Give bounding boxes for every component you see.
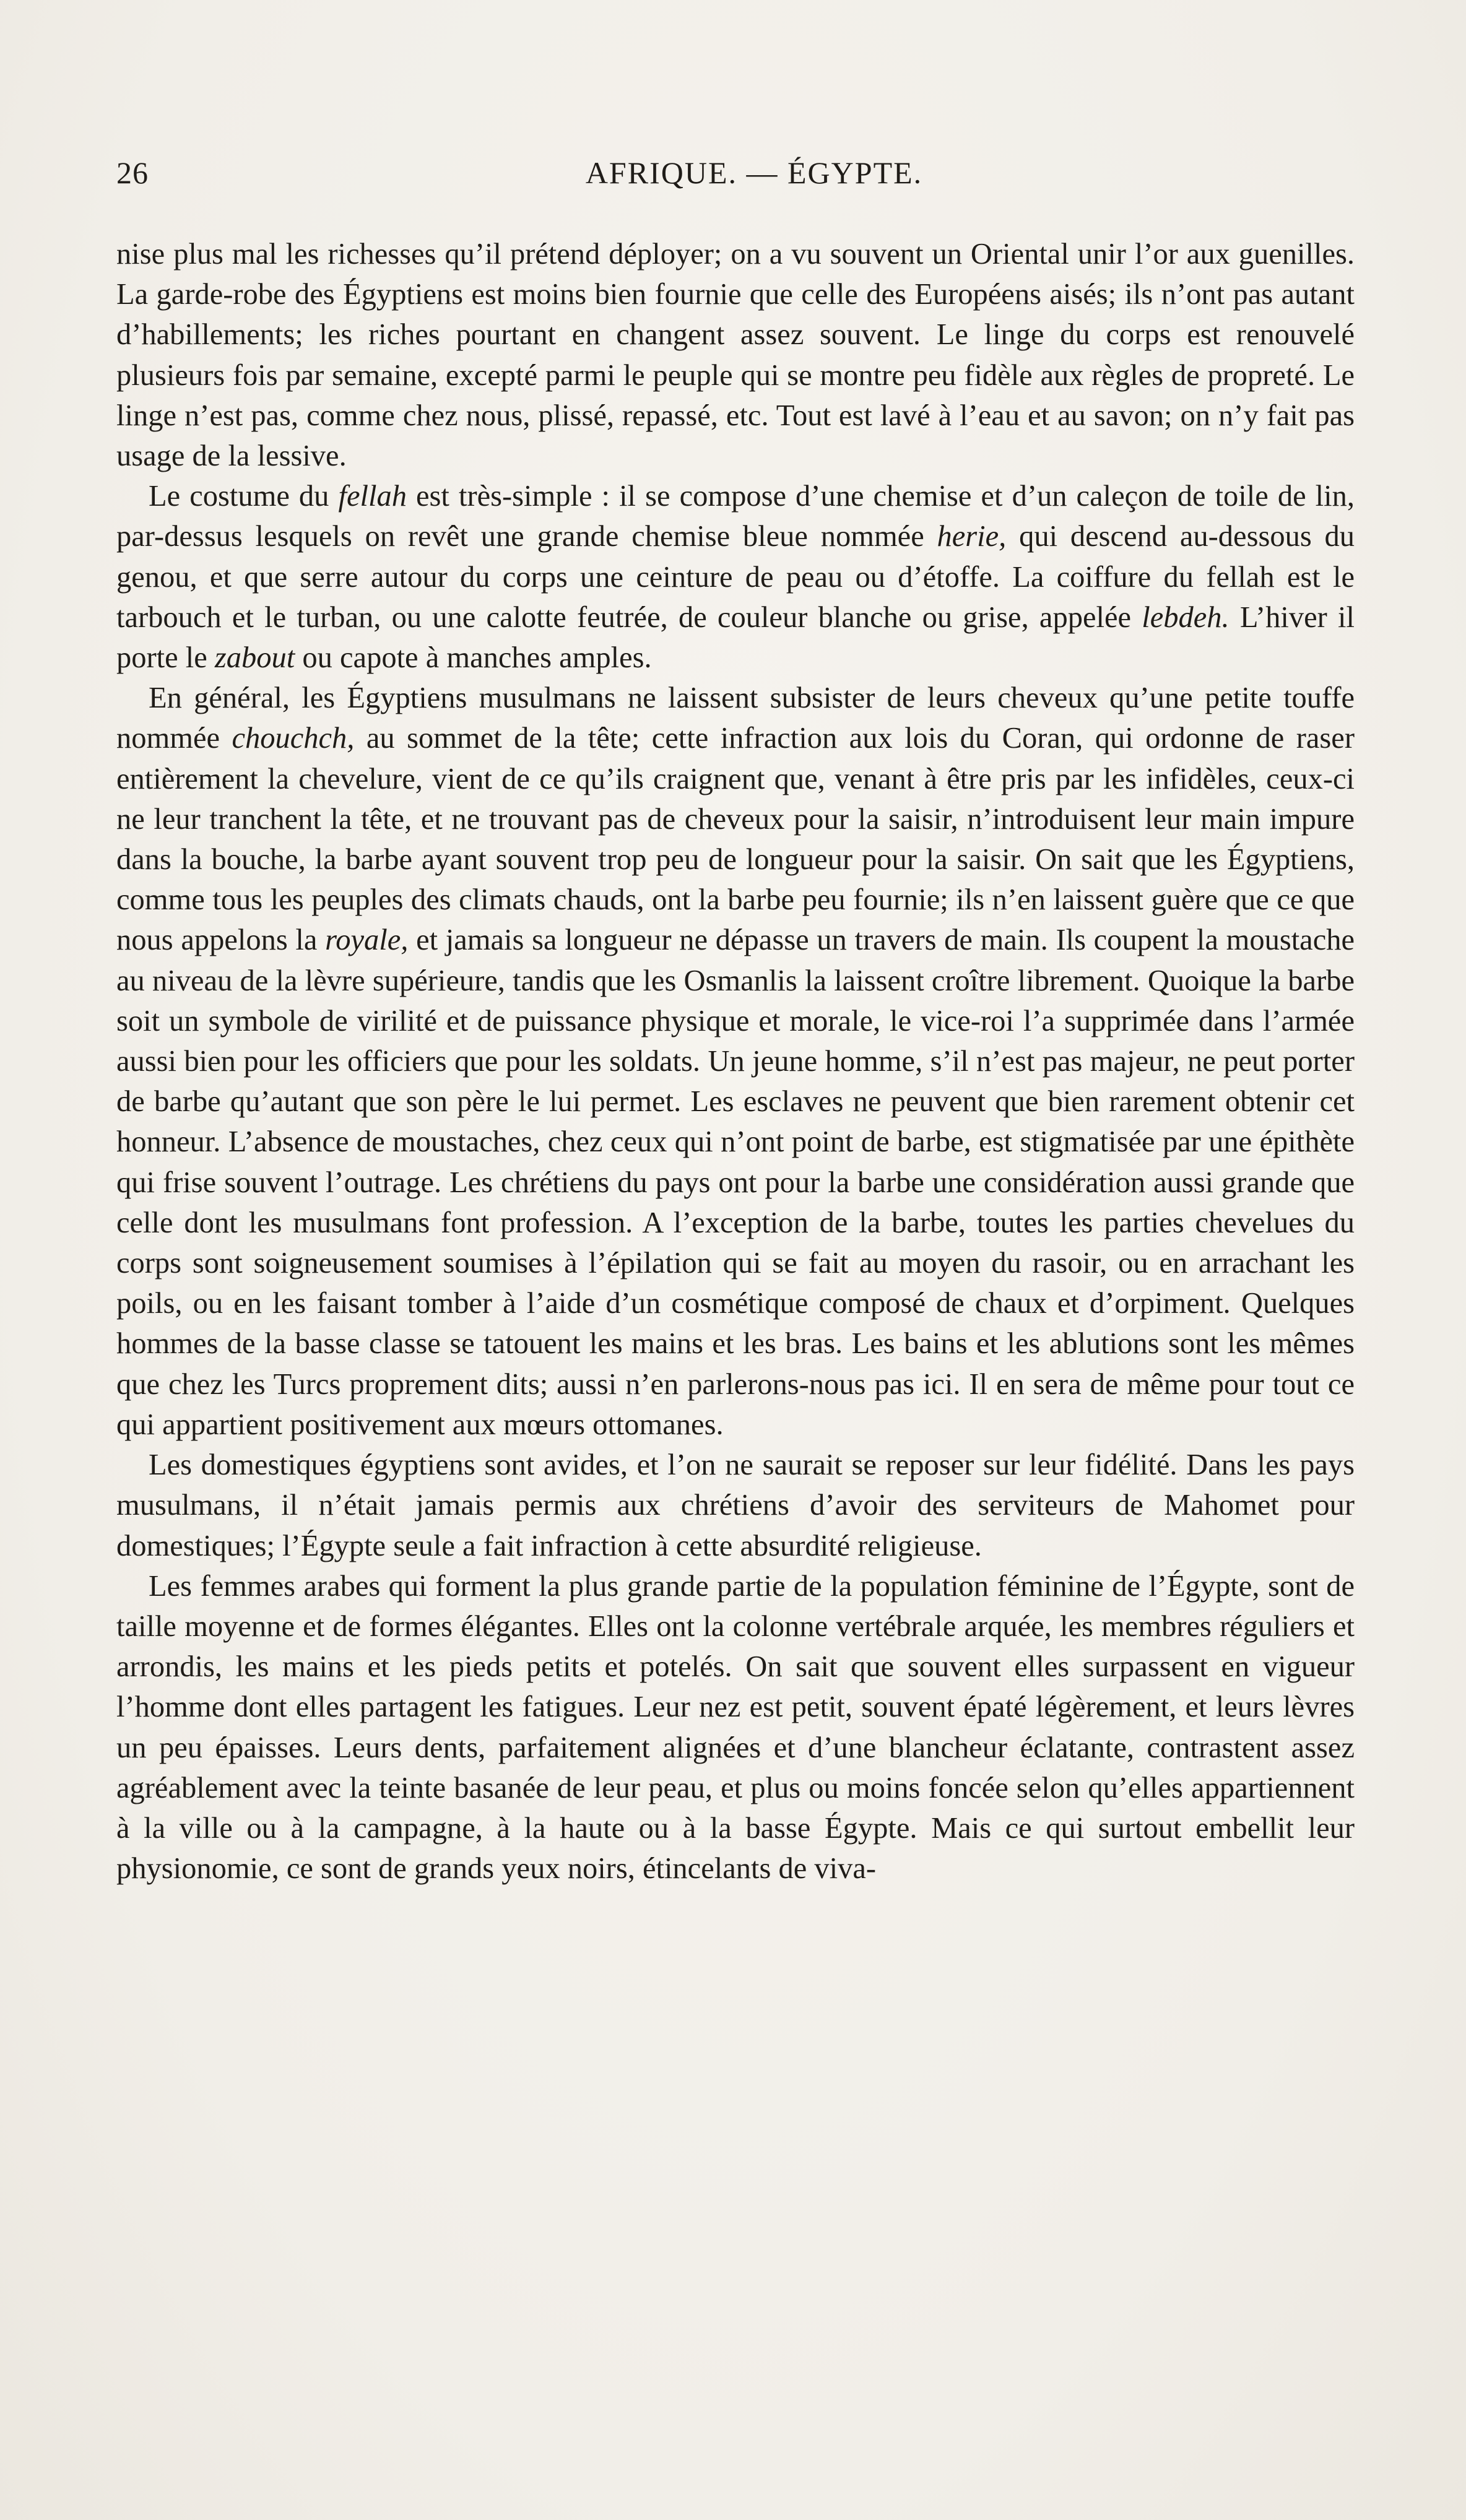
text-run: Les domestiques égyptiens sont avides, et l’on ne saurait se reposer sur leur fidélité. Dans les pays musulmans, il n’était jamais permis aux chrétiens d’avoir des serviteurs de Mahomet pour domestiques; l’Égypte seule a fait infraction à cette absurdité religieuse.: [116, 1448, 1355, 1562]
text-run: Les femmes arabes qui forment la plus grande partie de la population féminine de l’Égypte, sont de taille moyenne et de formes élégantes. Elles ont la colonne vertébrale arquée, les membres réguliers et arrondis, les mains et les pieds petits et potelés. On sait que souvent elles surpassent en vigueur l’homme dont elles partagent les fatigues. Leur nez est petit, souvent épaté légèrement, et leurs lèvres un peu épaisses. Leurs dents, parfaitement alignées et d’une blancheur éclatante, contrastent assez agréablement avec la teinte basanée de leur peau, et plus ou moins foncée selon qu’elles appartiennent à la ville ou à la campagne, à la haute ou à la basse Égypte. Mais ce qui surtout embellit leur physionomie, ce sont de grands yeux noirs, étincelants de viva-: [116, 1569, 1355, 1886]
italic-term: herie,: [937, 520, 1007, 553]
paragraph: [116, 1445, 1355, 1566]
italic-term: zabout: [214, 641, 295, 675]
page-number: 26: [116, 155, 149, 190]
body-text: [116, 234, 1355, 1889]
italic-term: chouchch,: [232, 722, 355, 755]
text-run: ou capote à manches amples.: [295, 641, 652, 675]
text-run: Le costume du: [149, 480, 339, 513]
page-header: [116, 155, 1355, 204]
text-run: au sommet de la tête; cette infraction aux lois du Coran, qui ordonne de raser entièrement la chevelure, vient de ce qu’ils craignent que, venant à être pris par les infidèles, ceux-ci ne leur tranchent la tête, et ne trouvant pas de cheveux pour la saisir, n’introduisent leur main impure dans la bouche, la barbe ayant souvent trop peu de longueur pour la saisir. On sait que les Égyptiens, comme tous les peuples des climats chauds, ont la barbe peu fournie; ils n’en laissent guère que ce que nous appelons la: [116, 722, 1355, 957]
paragraph: [116, 476, 1355, 678]
paragraph: [116, 234, 1355, 476]
text-run: L’hiver il porte le: [116, 600, 1355, 675]
running-title: AFRIQUE. — ÉGYPTE.: [585, 155, 923, 190]
text-run: qui descend au-dessous du genou, et que serre autour du corps une ceinture de peau ou d’étoffe. La coiffure du fellah est le tarbouch et le turban, ou une calotte feutrée, de couleur blanche ou grise, appelée: [116, 520, 1355, 634]
paragraph: [116, 1566, 1355, 1889]
text-run: est très-simple : il se compose d’une chemise et d’un caleçon de toile de lin, par-dessus lesquels on revêt une grande chemise bleue nommée: [116, 480, 1355, 553]
italic-term: royale,: [325, 924, 409, 957]
text-run: En général, les Égyptiens musulmans ne laissent subsister de leurs cheveux qu’une petite touffe nommée: [116, 682, 1355, 755]
italic-term: fellah: [338, 480, 407, 513]
paragraph: [116, 678, 1355, 1445]
text-run: nise plus mal les richesses qu’il prétend déployer; on a vu souvent un Oriental unir l’or aux guenilles. La garde-robe des Égyptiens est moins bien fournie que celle des Européens aisés; ils n’ont pas autant d’habillements; les riches pourtant en changent assez souvent. Le linge du corps est renouvelé plusieurs fois par semaine, excepté parmi le peuple qui se montre peu fidèle aux règles de propreté. Le linge n’est pas, comme chez nous, plissé, repassé, etc. Tout est lavé à l’eau et au savon; on n’y fait pas usage de la lessive.: [116, 238, 1355, 473]
italic-term: lebdeh.: [1142, 600, 1230, 634]
text-run: et jamais sa longueur ne dépasse un travers de main. Ils coupent la moustache au niveau de la lèvre supérieure, tandis que les Osmanlis la laissent croître librement. Quoique la barbe soit un symbole de virilité et de puissance physique et morale, le vice-roi l’a supprimée dans l’armée aussi bien pour les officiers que pour les soldats. Un jeune homme, s’il n’est pas majeur, ne peut porter de barbe qu’autant que son père le lui permet. Les esclaves ne peuvent que bien rarement obtenir cet honneur. L’absence de moustaches, chez ceux qui n’ont point de barbe, est stigmatisée par une épithète qui frise souvent l’outrage. Les chrétiens du pays ont pour la barbe une considération aussi grande que celle dont les musulmans font profession. A l’exception de la barbe, toutes les parties chevelues du corps sont soigneusement soumises à l’épilation qui se fait au moyen du rasoir, ou en arrachant les poils, ou en les faisant tomber à l’aide d’un cosmétique composé de chaux et d’orpiment. Quelques hommes de la basse classe se tatouent les mains et les bras. Les bains et les ablutions sont les mêmes que chez les Turcs proprement dits; aussi n’en parlerons-nous pas ici. Il en sera de même pour tout ce qui appartient positivement aux mœurs ottomanes.: [116, 924, 1355, 1441]
